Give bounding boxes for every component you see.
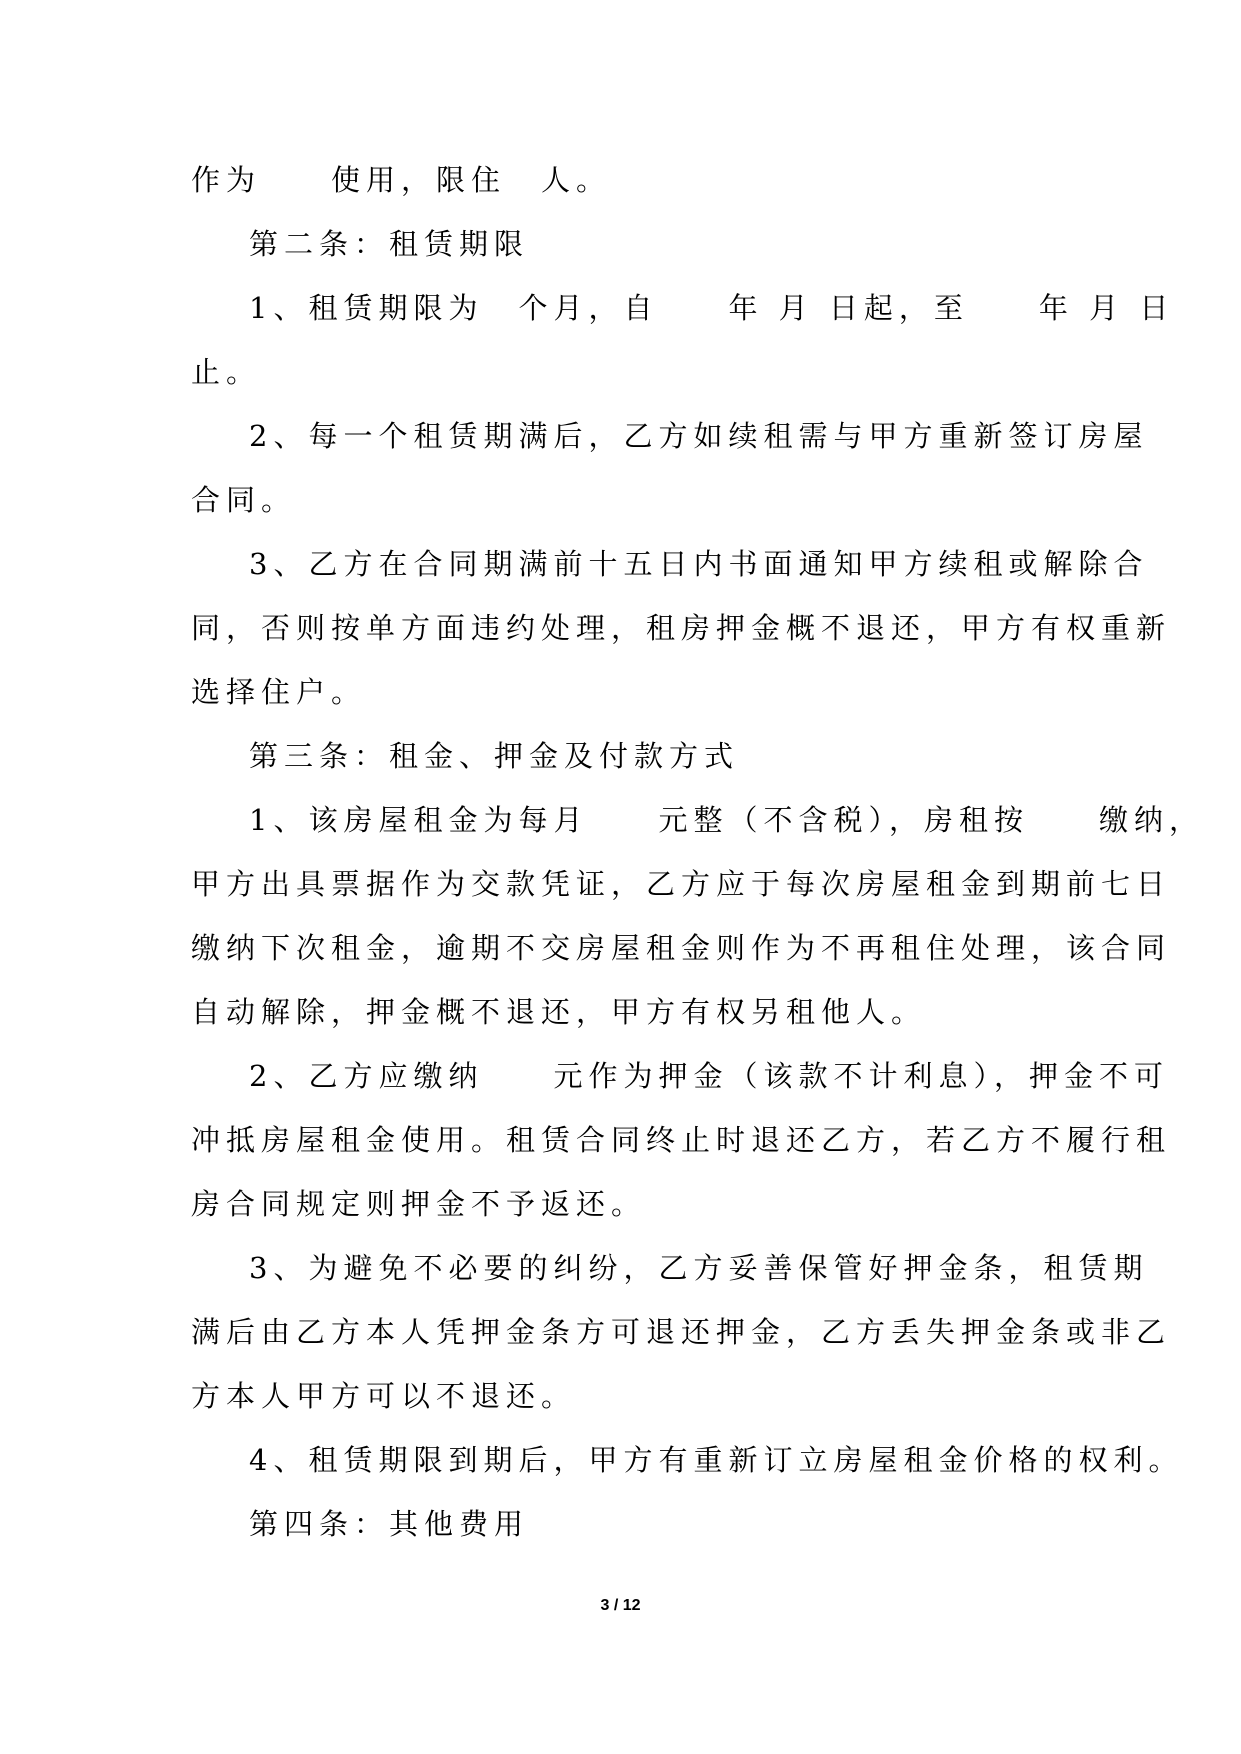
text-line: 选择住户。 (191, 675, 367, 709)
text-line: 合同。 (191, 483, 297, 517)
text-line: 1、该房屋租金为每月 元整（不含税），房租按 缴纳， (249, 803, 1204, 837)
text-line: 满后由乙方本人凭押金条方可退还押金，乙方丢失押金条或非乙 (191, 1315, 1172, 1349)
text-line: 止。 (191, 355, 262, 389)
text-line: 4、租赁期限到期后，甲方有重新订立房屋租金价格的权利。 (249, 1443, 1184, 1477)
text-line: 缴纳下次租金，逾期不交房屋租金则作为不再租住处理，该合同 (191, 931, 1172, 965)
article-heading: 第四条：其他费用 (249, 1507, 530, 1541)
page-number: 3 / 12 (600, 1597, 641, 1614)
text-line: 3、为避免不必要的纠纷，乙方妥善保管好押金条，租赁期 (249, 1251, 1149, 1285)
text-line: 方本人甲方可以不退还。 (191, 1379, 577, 1413)
text-line: 房合同规定则押金不予返还。 (191, 1187, 647, 1221)
text-line: 3、乙方在合同期满前十五日内书面通知甲方续租或解除合 (249, 547, 1149, 581)
text-line: 同，否则按单方面违约处理，租房押金概不退还，甲方有权重新 (191, 611, 1172, 645)
text-line: 2、每一个租赁期满后，乙方如续租需与甲方重新签订房屋 (249, 419, 1149, 453)
text-line: 甲方出具票据作为交款凭证，乙方应于每次房屋租金到期前七日 (191, 867, 1172, 901)
text-line: 冲抵房屋租金使用。租赁合同终止时退还乙方，若乙方不履行租 (191, 1123, 1172, 1157)
text-line: 1、租赁期限为 个月，自 年 月 日起，至 年 月 日 (249, 291, 1175, 325)
article-heading: 第三条：租金、押金及付款方式 (249, 739, 740, 773)
text-line: 自动解除，押金概不退还，甲方有权另租他人。 (191, 995, 927, 1029)
text-line: 2、乙方应缴纳 元作为押金（该款不计利息），押金不可 (249, 1059, 1169, 1093)
article-heading: 第二条：租赁期限 (249, 227, 530, 261)
text-line: 作为 使用，限住 人。 (191, 163, 612, 197)
contract-body (191, 148, 1204, 1556)
